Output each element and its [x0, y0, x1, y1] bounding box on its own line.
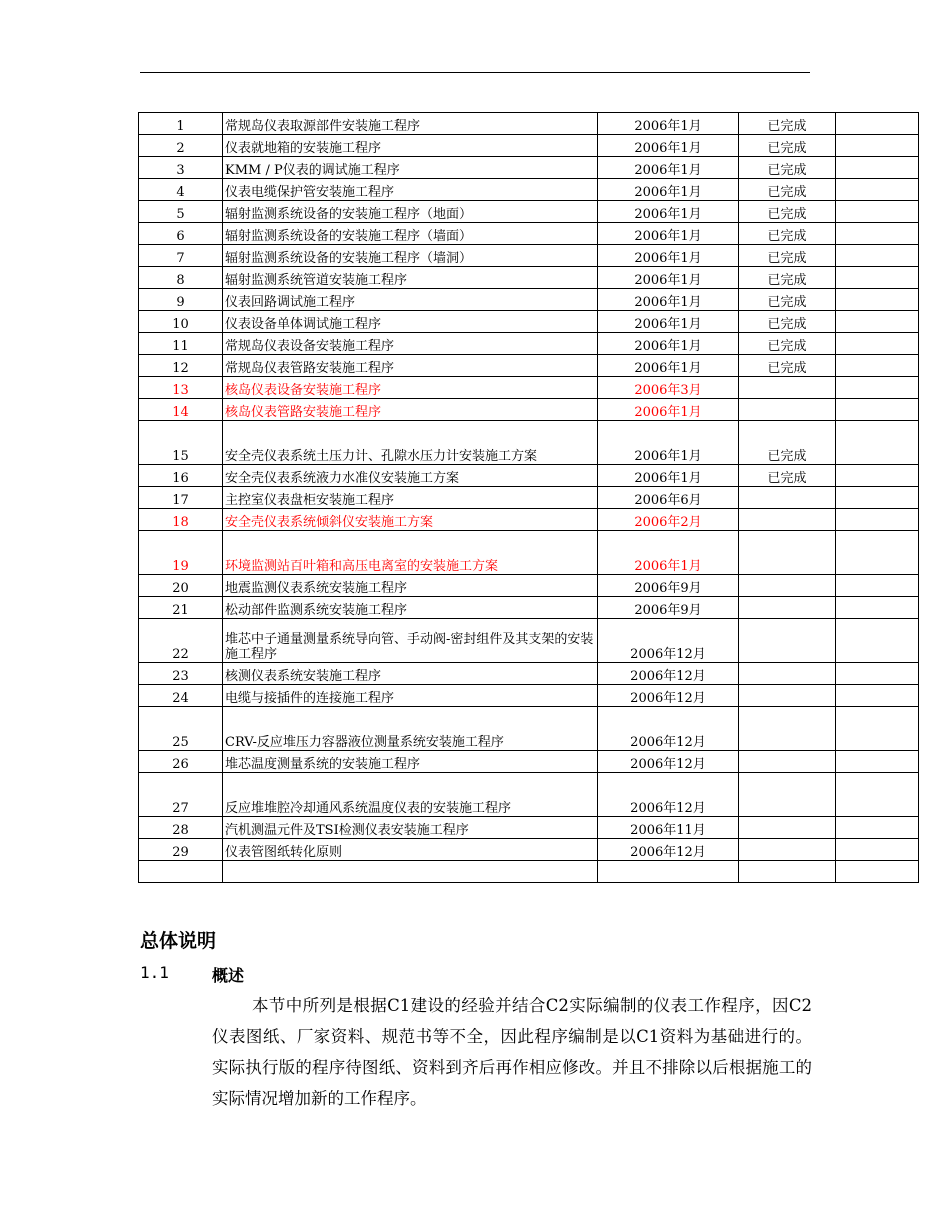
remark-cell [836, 707, 919, 751]
remark-cell [836, 685, 919, 707]
row-number: 6 [139, 223, 223, 245]
row-number: 7 [139, 245, 223, 267]
remark-cell [836, 289, 919, 311]
plan-date: 2006年1月 [598, 267, 739, 289]
status-cell [739, 597, 836, 619]
plan-date: 2006年12月 [598, 685, 739, 707]
plan-date: 2006年11月 [598, 817, 739, 839]
row-number: 12 [139, 355, 223, 377]
plan-date: 2006年12月 [598, 619, 739, 663]
procedure-name: 堆芯温度测量系统的安装施工程序 [223, 751, 598, 773]
row-number: 13 [139, 377, 223, 399]
status-cell: 已完成 [739, 179, 836, 201]
plan-date: 2006年1月 [598, 465, 739, 487]
status-cell: 已完成 [739, 245, 836, 267]
procedure-name: KMM / P仪表的调试施工程序 [223, 157, 598, 179]
row-number: 18 [139, 509, 223, 531]
plan-date: 2006年12月 [598, 773, 739, 817]
row-number: 15 [139, 421, 223, 465]
procedure-name: 仪表设备单体调试施工程序 [223, 311, 598, 333]
status-cell: 已完成 [739, 157, 836, 179]
plan-date: 2006年1月 [598, 289, 739, 311]
plan-date: 2006年1月 [598, 245, 739, 267]
table-row [139, 113, 919, 135]
row-number: 26 [139, 751, 223, 773]
remark-cell [836, 399, 919, 421]
procedure-name: 核岛仪表管路安装施工程序 [223, 399, 598, 421]
remark-cell [836, 333, 919, 355]
procedure-name: 安全壳仪表系统土压力计、孔隙水压力计安装施工方案 [223, 421, 598, 465]
status-cell [739, 751, 836, 773]
procedure-name: 仪表管图纸转化原则 [223, 839, 598, 861]
procedure-name: 辐射监测系统设备的安装施工程序（地面） [223, 201, 598, 223]
table-row [139, 157, 919, 179]
table-row [139, 707, 919, 751]
plan-date: 2006年1月 [598, 531, 739, 575]
procedure-name: 仪表就地箱的安装施工程序 [223, 135, 598, 157]
remark-cell [836, 157, 919, 179]
table-row [139, 751, 919, 773]
remark-cell [836, 619, 919, 663]
procedure-name: 环境监测站百叶箱和高压电离室的安装施工方案 [223, 531, 598, 575]
row-number: 19 [139, 531, 223, 575]
remark-cell [836, 113, 919, 135]
status-cell [739, 663, 836, 685]
plan-date: 2006年1月 [598, 179, 739, 201]
remark-cell [836, 377, 919, 399]
plan-date: 2006年1月 [598, 223, 739, 245]
remark-cell [836, 135, 919, 157]
remark-cell [836, 201, 919, 223]
row-number: 29 [139, 839, 223, 861]
status-cell [739, 707, 836, 751]
plan-date: 2006年3月 [598, 377, 739, 399]
remark-cell [836, 575, 919, 597]
table-row [139, 311, 919, 333]
procedure-name: 反应堆堆腔冷却通风系统温度仪表的安装施工程序 [223, 773, 598, 817]
procedure-name: 电缆与接插件的连接施工程序 [223, 685, 598, 707]
status-cell: 已完成 [739, 465, 836, 487]
plan-date: 2006年12月 [598, 663, 739, 685]
row-number: 23 [139, 663, 223, 685]
remark-cell [836, 487, 919, 509]
table-row [139, 531, 919, 575]
row-number [139, 861, 223, 883]
plan-date: 2006年1月 [598, 201, 739, 223]
plan-date [598, 861, 739, 883]
status-cell [739, 861, 836, 883]
row-number: 5 [139, 201, 223, 223]
table-row [139, 245, 919, 267]
table-row [139, 685, 919, 707]
status-cell [739, 817, 836, 839]
table-row [139, 355, 919, 377]
status-cell: 已完成 [739, 333, 836, 355]
remark-cell [836, 421, 919, 465]
remark-cell [836, 663, 919, 685]
status-cell: 已完成 [739, 355, 836, 377]
procedure-name: 辐射监测系统设备的安装施工程序（墙面） [223, 223, 598, 245]
remark-cell [836, 355, 919, 377]
procedure-table [138, 112, 919, 883]
table-row [139, 421, 919, 465]
procedure-name: 常规岛仪表管路安装施工程序 [223, 355, 598, 377]
plan-date: 2006年6月 [598, 487, 739, 509]
remark-cell [836, 267, 919, 289]
header-rule [140, 72, 810, 73]
procedure-name [223, 861, 598, 883]
plan-date: 2006年1月 [598, 157, 739, 179]
procedure-name: 常规岛仪表设备安装施工程序 [223, 333, 598, 355]
procedure-name: 核岛仪表设备安装施工程序 [223, 377, 598, 399]
remark-cell [836, 597, 919, 619]
plan-date: 2006年1月 [598, 355, 739, 377]
row-number: 20 [139, 575, 223, 597]
row-number: 16 [139, 465, 223, 487]
row-number: 14 [139, 399, 223, 421]
procedure-name: 堆芯中子通量测量系统导向管、手动阀-密封组件及其支架的安装施工程序 [223, 619, 598, 663]
table-row [139, 377, 919, 399]
status-cell [739, 773, 836, 817]
table-row [139, 619, 919, 663]
remark-cell [836, 311, 919, 333]
table-row [139, 333, 919, 355]
table-row [139, 135, 919, 157]
plan-date: 2006年9月 [598, 575, 739, 597]
status-cell [739, 509, 836, 531]
remark-cell [836, 751, 919, 773]
table-row [139, 663, 919, 685]
plan-date: 2006年12月 [598, 751, 739, 773]
row-number: 4 [139, 179, 223, 201]
status-cell: 已完成 [739, 421, 836, 465]
row-number: 2 [139, 135, 223, 157]
row-number: 8 [139, 267, 223, 289]
row-number: 11 [139, 333, 223, 355]
section-title: 总体说明 [140, 930, 217, 952]
table-row [139, 201, 919, 223]
procedure-name: 主控室仪表盘柜安装施工程序 [223, 487, 598, 509]
plan-date: 2006年1月 [598, 333, 739, 355]
row-number: 28 [139, 817, 223, 839]
status-cell [739, 399, 836, 421]
status-cell [739, 575, 836, 597]
procedure-name: 地震监测仪表系统安装施工程序 [223, 575, 598, 597]
procedure-name: 仪表电缆保护管安装施工程序 [223, 179, 598, 201]
plan-date: 2006年12月 [598, 839, 739, 861]
row-number: 10 [139, 311, 223, 333]
remark-cell [836, 509, 919, 531]
remark-cell [836, 839, 919, 861]
procedure-name: 核测仪表系统安装施工程序 [223, 663, 598, 685]
table-row [139, 817, 919, 839]
table-row [139, 575, 919, 597]
remark-cell [836, 773, 919, 817]
row-number: 27 [139, 773, 223, 817]
overview-paragraph: 本节中所列是根据C1建设的经验并结合C2实际编制的仪表工作程序，因C2仪表图纸、厂家资料、规范书等不全，因此程序编制是以C1资料为基础进行的。实际执行版的程序待图纸、资料到齐后再作相应修改。并且不排除以后根据施工的实际情况增加新的工作程序。 [212, 996, 812, 1108]
table-row [139, 179, 919, 201]
status-cell: 已完成 [739, 267, 836, 289]
plan-date: 2006年1月 [598, 113, 739, 135]
status-cell [739, 377, 836, 399]
table-row [139, 289, 919, 311]
status-cell: 已完成 [739, 311, 836, 333]
plan-date: 2006年1月 [598, 135, 739, 157]
row-number: 22 [139, 619, 223, 663]
plan-date: 2006年1月 [598, 421, 739, 465]
table-row [139, 861, 919, 883]
plan-date: 2006年2月 [598, 509, 739, 531]
procedure-name: CRV-反应堆压力容器液位测量系统安装施工程序 [223, 707, 598, 751]
table-row [139, 487, 919, 509]
status-cell [739, 487, 836, 509]
status-cell: 已完成 [739, 113, 836, 135]
table-row [139, 399, 919, 421]
table-row [139, 597, 919, 619]
plan-date: 2006年1月 [598, 311, 739, 333]
remark-cell [836, 179, 919, 201]
status-cell: 已完成 [739, 135, 836, 157]
status-cell [739, 839, 836, 861]
remark-cell [836, 861, 919, 883]
row-number: 21 [139, 597, 223, 619]
procedure-name: 汽机测温元件及TSI检测仪表安装施工程序 [223, 817, 598, 839]
procedure-name: 松动部件监测系统安装施工程序 [223, 597, 598, 619]
table-row [139, 509, 919, 531]
procedure-name: 仪表回路调试施工程序 [223, 289, 598, 311]
procedure-name: 辐射监测系统管道安装施工程序 [223, 267, 598, 289]
row-number: 25 [139, 707, 223, 751]
row-number: 3 [139, 157, 223, 179]
remark-cell [836, 245, 919, 267]
remark-cell [836, 531, 919, 575]
subsection-number: 1.1 [140, 963, 169, 982]
remark-cell [836, 817, 919, 839]
procedure-name: 安全壳仪表系统倾斜仪安装施工方案 [223, 509, 598, 531]
remark-cell [836, 465, 919, 487]
row-number: 1 [139, 113, 223, 135]
table-row [139, 465, 919, 487]
table-row [139, 267, 919, 289]
status-cell [739, 531, 836, 575]
status-cell: 已完成 [739, 289, 836, 311]
row-number: 24 [139, 685, 223, 707]
row-number: 17 [139, 487, 223, 509]
plan-date: 2006年1月 [598, 399, 739, 421]
procedure-name: 常规岛仪表取源部件安装施工程序 [223, 113, 598, 135]
table-row [139, 839, 919, 861]
table-row [139, 773, 919, 817]
table-row [139, 223, 919, 245]
status-cell [739, 619, 836, 663]
status-cell [739, 685, 836, 707]
status-cell: 已完成 [739, 223, 836, 245]
row-number: 9 [139, 289, 223, 311]
plan-date: 2006年12月 [598, 707, 739, 751]
subsection-title: 概述 [212, 966, 245, 985]
remark-cell [836, 223, 919, 245]
procedure-name: 安全壳仪表系统液力水准仪安装施工方案 [223, 465, 598, 487]
status-cell: 已完成 [739, 201, 836, 223]
plan-date: 2006年9月 [598, 597, 739, 619]
procedure-name: 辐射监测系统设备的安装施工程序（墙洞） [223, 245, 598, 267]
